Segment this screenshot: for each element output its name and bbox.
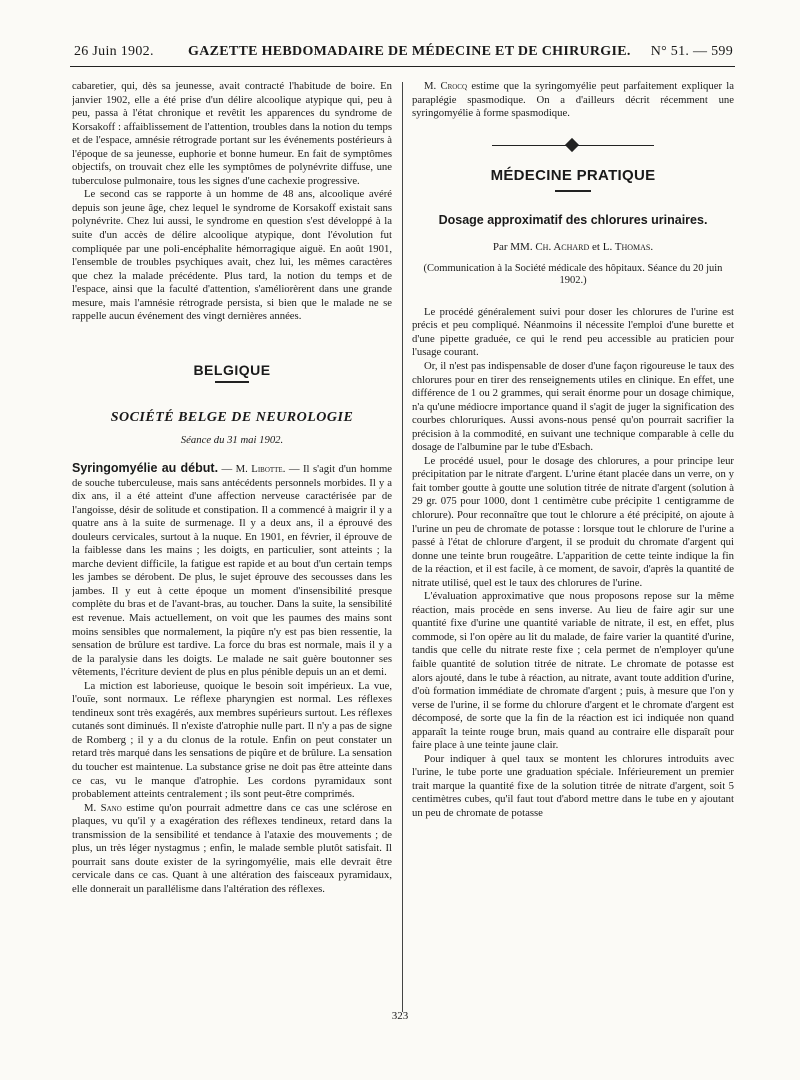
column-divider xyxy=(402,82,403,1012)
communication-note: (Communication à la Société médicale des hôpitaux. Séance du 20 juin 1902.) xyxy=(423,262,723,287)
paragraph: Pour indiquer à quel taux se montent les chlorures introduits avec l'urine, le tube porte une graduation spéciale. Inférieurement un premier trait marque la quantité fixe de la solution titrée de nitrate d'argent, soit 5 centimètres cubes, qu'il faut tout d'abord mettre dans le tube en y ajoutant un peu de chromate de potasse xyxy=(412,752,734,820)
section-heading-text: BELGIQUE xyxy=(193,361,271,378)
paragraph xyxy=(412,80,734,121)
journal-title: GAZETTE HEBDOMADAIRE DE MÉDECINE ET DE CHIRURGIE. xyxy=(188,44,631,59)
diamond-ornament-icon xyxy=(565,138,579,152)
paragraph: Le procédé généralement suivi pour doser les chlorures de l'urine est précis et peu compliqué. Néanmoins il nécessite l'emploi d'une burette et d'une pipette graduée, ce qui le rend peu accessible au praticien pour l'usage courant. xyxy=(412,305,734,359)
section-heading xyxy=(72,324,392,383)
paragraph: Le procédé usuel, pour le dosage des chlorures, a pour principe leur précipitation par le nitrate d'argent. L'urine étant placée dans un verre, on y fait tomber goutte à goutte une solution titrée de nitrate d'argent (solution à 29 gr. 075 pour 1000, dont 1 centimètre cube précipite 1 centigramme de chlorure). Pour reconnaître que tout le chlorure a été précipité, on ajoute à l'urine un peu de chromate de potasse : lorsque tout le chlorure de l'urine a passé à l'état de chlorure d'argent, il se produit du chromate d'argent qui donne une teinte brun rougeâtre. L'apparition de cette teinte indique la fin de la réaction, et il est facile, à ce moment, de savoir, d'après la quantité de nitrate utilisé, quel est le taux des chlorures de l'urine. xyxy=(412,454,734,589)
heading-underline xyxy=(215,381,249,383)
paragraph: Le second cas se rapporte à un homme de 48 ans, alcoolique avéré depuis son jeune âge, chez lequel le syndrome de Korsakoff existait sans polynévrite. Chez lui aussi, le syndrome en question s'est développé à la suite d'un accès de délire alcoolique atypique, dont l'évolution fut compliquée par une poli-encéphalite hémorragique aiguë. En août 1901, l'ensemble de troubles psychiques avait, chez lui, les mêmes caractères que chez la malade précédente. Plus tard, la notion du temps et de l'espace, ainsi que la faculté d'attention, s'améliorèrent dans une grande mesure, mais l'amnésie rétrograde persista, si bien que le malade ne se rappelle aucun événement des vingt dernières années. xyxy=(72,188,392,323)
page-number: 323 xyxy=(391,1010,409,1022)
session-date: Séance du 31 mai 1902. xyxy=(180,434,284,447)
speaker-name: M. Libotte. xyxy=(235,462,286,475)
article-title: Dosage approximatif des chlorures urinaires. xyxy=(438,212,708,227)
paragraph-text: estime qu'on pourrait admettre dans ce cas une sclérose en plaques, vu qu'il y a exagération des réflexes tendineux, retard dans la transmission de la sensibilité et tendance à l'ataxie des mouvements ; de plus, un très léger nystagmus ; enfin, le malade semble plutôt satisfait. Il pourrait sans doute exister de la syringomyélie, mais elle devrait être cervicale dans ce cas. Quant à une altération des faisceaux pyramidaux, elle donnerait un parallélisme dans l'altération des réflexes. xyxy=(72,801,392,895)
paragraph: cabaretier, qui, dès sa jeunesse, avait contracté l'habitude de boire. En janvier 1902, elle a été prise d'un délire alcoolique atypique qui, peu à peu, passa à l'état chronique et revêtit les apparences du syndrome de Korsakoff : affaiblissement de l'attention, troubles dans la notion du temps et de l'espace, amnésie rétrograde portant sur les événements postérieurs à l'époque de sa jeunesse, euphorie et bonne humeur. En fait de symptômes objectifs, on trouvait chez elle les symptômes de polynévrite diffuse, une tuberculose pulmonaire, tous les signes d'une cachexie progressive. xyxy=(72,80,392,187)
society-heading: SOCIÉTÉ BELGE DE NEUROLOGIE xyxy=(110,409,354,425)
paragraph-text: estime que la syringomyélie peut parfaitement expliquer la paraplégie spasmodique. On a d'ailleurs décrit récemment une syringomyélie à forme spasmodique. xyxy=(412,80,734,120)
run-in-heading: Syringomyélie au début. xyxy=(72,460,219,475)
speaker-name: M. Sano xyxy=(84,801,122,814)
ornamental-rule xyxy=(412,131,734,161)
speaker-name: M. Crocq xyxy=(424,80,468,92)
paragraph: La miction est laborieuse, quoique le besoin soit impérieux. La vue, l'ouïe, sont normaux. Le réflexe pharyngien est normal. Les réflexes tendineux sont très exagérés, aux membres supérieurs surtout. Les réflexes cutanés sont diminués. Il n'existe d'atrophie nulle part. Il n'y a pas de signe de Romberg ; il y a du clonus de la rotule. Enfin on peut constater un retard très marqué dans les sensations de piqûre et de brûlure. La sensation du toucher est maintenue. La substance grise ne doit pas être atteinte dans ce cas, vu le manque d'atrophie. Les cordons pyramidaux sont probablement atteints centralement ; ils sont peut-être comprimés. xyxy=(72,679,392,801)
issue-date: 26 Juin 1902. xyxy=(74,44,154,59)
heading-underline xyxy=(555,190,591,192)
paragraph: Syringomyélie au début. — M. Libotte. — Il s'agit d'un homme de souche tuberculeuse, mais sans antécédents personnels morbides. Il y a dix ans, il a été atteint d'une affection nerveuse caractérisée par de l'angoisse, désir de solitude et constipation. Il a commencé à maigrir il y a quatre ans à la suite de surmenage. Il y a deux ans, il a éprouvé des douleurs cervicales, surtout à la nuque. En 1901, en février, il éprouve de la faiblesse dans les mains ; les doigts, en particulier, sont atteints ; la marche devient difficile, la fatigue est rapide et au bout d'un certain temps les jambes se dérobent. De plus, le sujet éprouve des secousses dans les jambes. Il y eut à cette époque un moment d'insensibilité presque complète du bras et de l'avant-bras, au toucher. Dans la suite, la sensibilité est revenue. Mais actuellement, on voit que les paumes des mains sont moins sensibles que normalement, la piqûre n'y est pas bien ressentie, la sensation de brûlure est tardive. La force du bras est normale, mais il y a de la paralysie dans les doigts. Le malade ne sait guère boutonner ses vêtements, l'écriture devient de plus en plus pénible depuis un an et demi. xyxy=(72,460,392,679)
authors-conjunction: et xyxy=(592,241,600,254)
paragraph-text: — Il s'agit d'un homme de souche tuberculeuse, mais sans antécédents personnels morbides. Il y a dix ans, il a été atteint d'une affection nerveuse caractérisée par de l'angoisse, désir de solitude et constipation. Il a commencé à maigrir il y a quatre ans à la suite de surmenage. Il y a deux ans, il a éprouvé des douleurs cervicales, surtout à la nuque. En 1901, en février, il éprouve de la faiblesse dans les mains ; les doigts, en particulier, sont atteints ; la marche devient difficile, la fatigue est rapide et au bout d'un certain temps les jambes se dérobent. De plus, le sujet éprouve des secousses dans les jambes. Il y eut à cette époque un moment d'insensibilité presque complète du bras et de l'avant-bras, au toucher. Dans la suite, la sensibilité est revenue. Mais actuellement, on voit que les paumes des mains sont moins sensibles que normalement, la piqûre n'y est pas bien ressentie, la sensation de brûlure est tardive. La force du bras est normale, mais il y a de la paralysie dans les doigts. Le malade ne sait guère boutonner ses vêtements, l'écriture devient de plus en plus pénible depuis un an et demi. xyxy=(72,462,392,679)
article-authors xyxy=(412,241,734,255)
right-column xyxy=(412,80,734,1000)
section-heading-text: MÉDECINE PRATIQUE xyxy=(490,166,656,184)
authors-prefix: Par MM. xyxy=(492,241,533,254)
paragraph: L'évaluation approximative que nous proposons repose sur la même réaction, mais procède en sens inverse. Au lieu de faire agir sur une quantité fixe d'urine une quantité variable de nitrate, il est, en effet, plus commode, si l'on opère au lit du malade, de faire varier la quantité d'urine, tandis que celle du nitrate reste fixe ; cela permet de n'employer qu'une faible quantité de solution titrée de nitrate. Le chromate de potasse est alors ajouté, dans le tube à réaction, au nitrate, avant toute addition d'urine, d'où formation immédiate de chromate d'argent ; puis, à mesure que l'on y verse de l'urine, il se forme du chlorure d'argent et le chromate d'argent est décomposé, de sorte que la fin de la réaction est ici indiquée non quand apparaît la teinte rouge brun, mais quand au contraire elle disparaît pour faire place à une teinte jaune clair. xyxy=(412,590,734,752)
issue-number-page: N° 51. — 599 xyxy=(650,44,733,59)
paragraph: Or, il n'est pas indispensable de doser d'une façon rigoureuse le taux des chlorures pour en tirer des renseignements utiles en clinique. En effet, une différence de 1 ou 2 grammes, qui serait énorme pour un dosage chimique, n'a qu'une médiocre importance quand il s'agit de juger la signification des courbes chloruriques. Aussi avons-nous pensé qu'on pourrait sacrifier la précision à la commodité, en suivant une technique comparable à celle du dosage de l'albumine par le tube d'Esbach. xyxy=(412,359,734,454)
paragraph xyxy=(72,802,392,897)
page-header xyxy=(70,40,735,67)
left-column xyxy=(72,80,392,1000)
author-name: L. Thomas. xyxy=(602,241,654,254)
section-heading xyxy=(412,166,734,192)
author-name: Ch. Achard xyxy=(535,241,590,254)
